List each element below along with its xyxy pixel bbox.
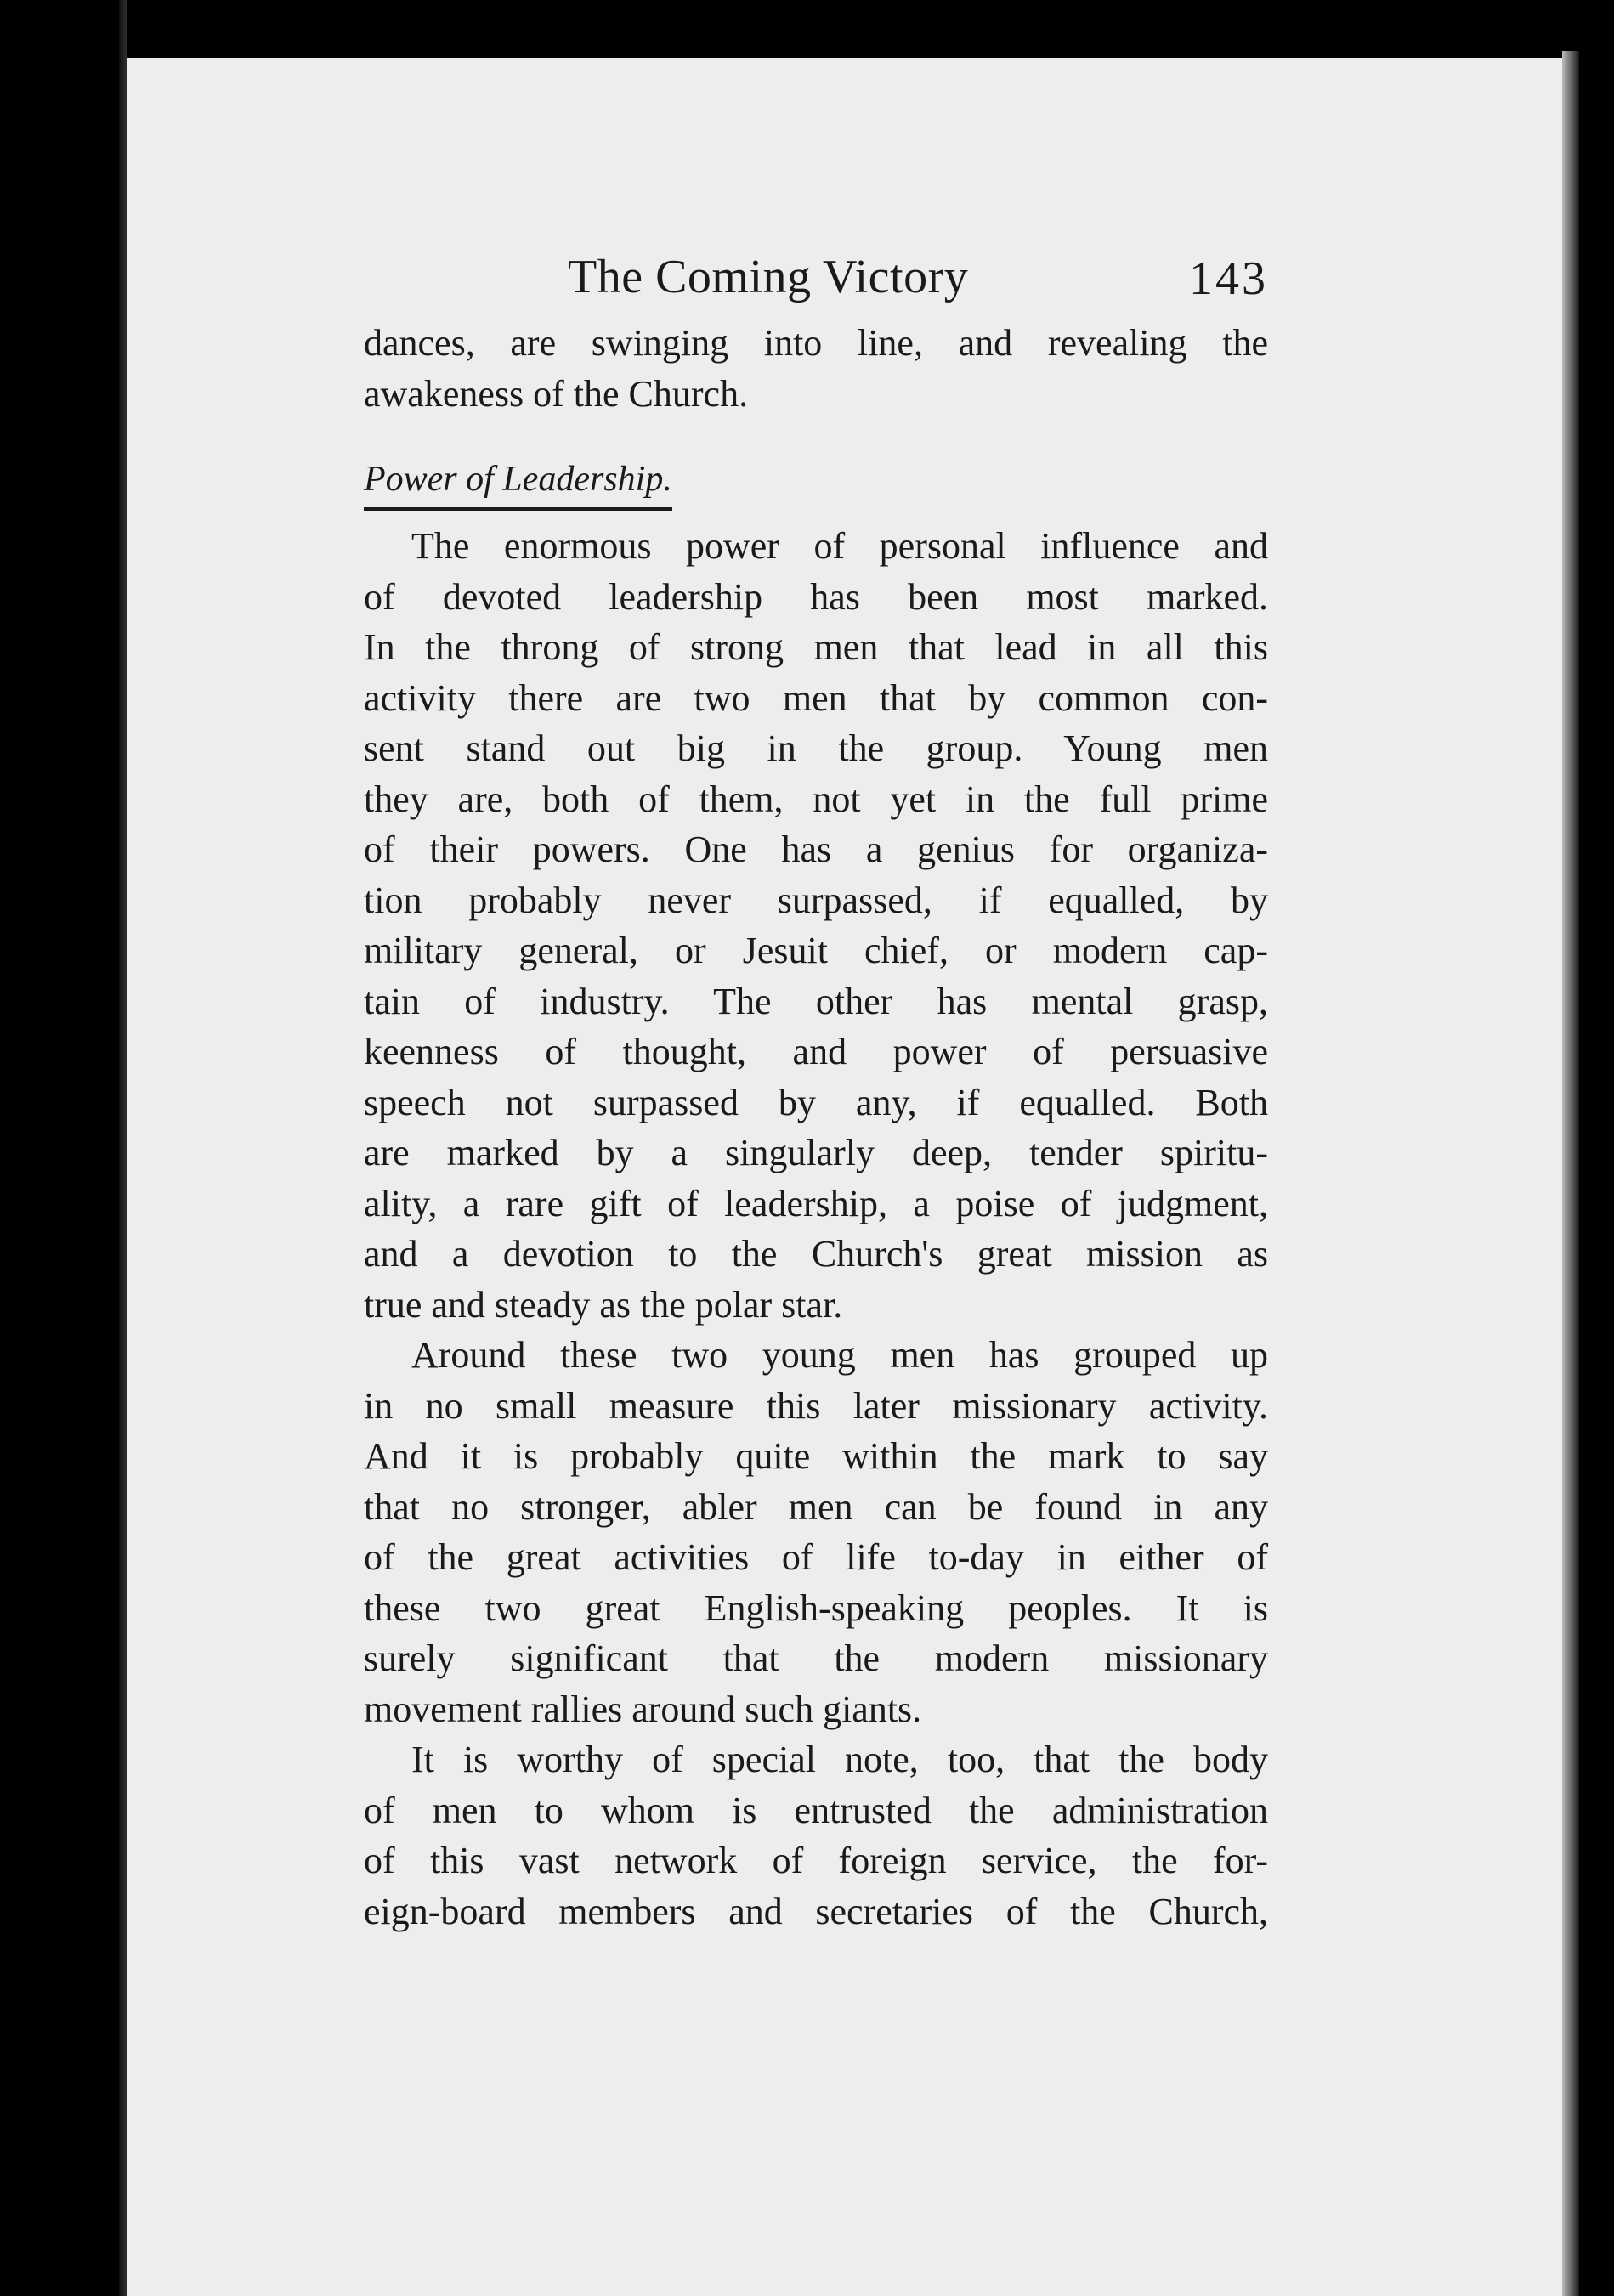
text-line: tain of industry. The other has mental grasp,	[364, 980, 1268, 1022]
text-line: true and steady as the polar star.	[364, 1283, 843, 1326]
page-left-edge	[119, 0, 127, 2296]
text-line: surely significant that the modern missionary	[364, 1637, 1268, 1679]
paragraph	[364, 1734, 1268, 1937]
page-right-edge	[1562, 51, 1579, 2296]
text-line: movement rallies around such giants.	[364, 1688, 922, 1730]
running-head	[364, 246, 1268, 308]
paragraph	[364, 521, 1268, 1330]
text-line: in no small measure this later missionary activity.	[364, 1384, 1268, 1427]
text-line: of devoted leadership has been most marked.	[364, 575, 1268, 618]
text-line: and a devotion to the Church's great mission as	[364, 1233, 1268, 1275]
text-line: Around these two young men has grouped up	[411, 1334, 1268, 1376]
text-line: dances, are swinging into line, and revealing the	[364, 322, 1268, 364]
text-block	[364, 246, 1268, 1937]
text-line: ality, a rare gift of leadership, a poise of judgment,	[364, 1182, 1268, 1224]
paragraph	[364, 318, 1268, 419]
text-line: that no stronger, abler men can be found in any	[364, 1485, 1268, 1528]
text-line: The enormous power of personal influence and	[411, 525, 1268, 567]
body-text	[364, 318, 1268, 1937]
text-line: In the throng of strong men that lead in all this	[364, 626, 1268, 668]
text-line: military general, or Jesuit chief, or modern cap-	[364, 930, 1268, 971]
text-line: of this vast network of foreign service, the for-	[364, 1840, 1268, 1881]
section-heading: Power of Leadership.	[364, 455, 672, 511]
text-line: eign-board members and secretaries of the Church,	[364, 1890, 1268, 1932]
text-line: It is worthy of special note, too, that the body	[411, 1739, 1268, 1780]
text-line: tion probably never surpassed, if equalled, by	[364, 879, 1268, 921]
page-number: 143	[1189, 252, 1268, 305]
running-title: The Coming Victory	[568, 251, 969, 303]
text-line: of men to whom is entrusted the administration	[364, 1789, 1268, 1831]
text-line: these two great English-speaking peoples. It is	[364, 1586, 1268, 1629]
text-line: of the great activities of life to-day in either of	[364, 1536, 1268, 1578]
text-line: And it is probably quite within the mark to say	[364, 1435, 1268, 1477]
text-line: of their powers. One has a genius for organiza-	[364, 828, 1268, 870]
text-line: keenness of thought, and power of persuasive	[364, 1031, 1268, 1072]
text-line: they are, both of them, not yet in the full prime	[364, 778, 1268, 820]
text-line: speech not surpassed by any, if equalled. Both	[364, 1081, 1268, 1123]
paragraph	[364, 1330, 1268, 1734]
text-line: awakeness of the Church.	[364, 372, 749, 415]
text-line: activity there are two men that by common con-	[364, 676, 1268, 719]
text-line: are marked by a singularly deep, tender spiritu-	[364, 1132, 1268, 1173]
text-line: sent stand out big in the group. Young men	[364, 727, 1268, 769]
